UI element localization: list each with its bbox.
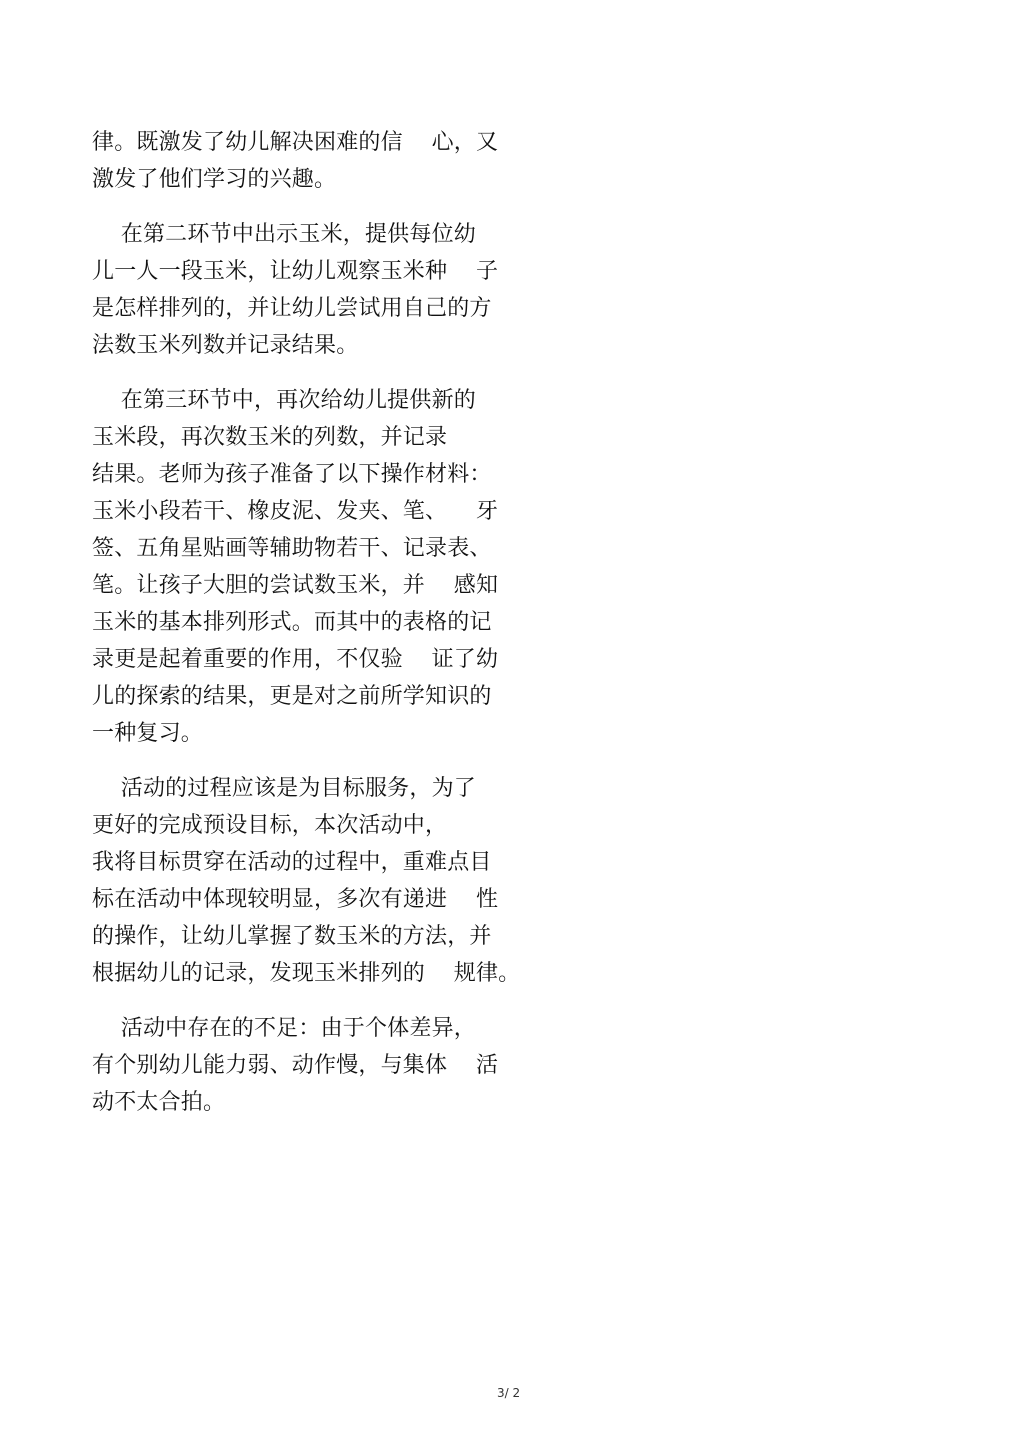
paragraph-line: 玉米段，再次数玉米的列数，并记录	[92, 425, 448, 450]
paragraph-line: 笔。让孩子大胆的尝试数玉米，并 感知	[92, 573, 499, 598]
paragraph-line: 激发了他们学习的兴趣。	[92, 167, 337, 192]
page-number: 3/ 2	[497, 1386, 521, 1400]
paragraph-1	[92, 124, 542, 198]
paragraph-line: 在第三环节中，再次给幼儿提供新的	[92, 388, 476, 413]
paragraph-spacing	[92, 992, 542, 1010]
paragraph-5	[92, 1010, 542, 1121]
paragraph-line: 一种复习。	[92, 721, 204, 746]
paragraph-line: 我将目标贯穿在活动的过程中，重难点目	[92, 850, 492, 875]
paragraph-line: 的操作，让幼儿掌握了数玉米的方法，并	[92, 924, 492, 949]
paragraph-3	[92, 382, 542, 752]
paragraph-line: 是怎样排列的，并让幼儿尝试用自己的方	[92, 296, 492, 321]
paragraph-line: 签、五角星贴画等辅助物若干、记录表、	[92, 536, 492, 561]
paragraph-line: 在第二环节中出示玉米，提供每位幼	[92, 222, 476, 247]
paragraph-line: 录更是起着重要的作用，不仅验 证了幼	[92, 647, 499, 672]
paragraph-line: 有个别幼儿能力弱、动作慢，与集体 活	[92, 1053, 499, 1078]
paragraph-line: 玉米的基本排列形式。而其中的表格的记	[92, 610, 492, 635]
paragraph-line: 活动中存在的不足：由于个体差异，	[92, 1016, 476, 1041]
body-text	[92, 124, 542, 1121]
paragraph-2	[92, 216, 542, 364]
paragraph-line: 更好的完成预设目标，本次活动中，	[92, 813, 448, 838]
paragraph-line: 活动的过程应该是为目标服务，为了	[92, 776, 476, 801]
paragraph-line: 根据幼儿的记录，发现玉米排列的 规律。	[92, 961, 521, 986]
paragraph-line: 标在活动中体现较明显，多次有递进 性	[92, 887, 499, 912]
paragraph-line: 玉米小段若干、橡皮泥、发夹、笔、 牙	[92, 499, 499, 524]
paragraph-line: 动不太合拍。	[92, 1090, 226, 1115]
paragraph-spacing	[92, 198, 542, 216]
paragraph-line: 儿的探索的结果，更是对之前所学知识的	[92, 684, 492, 709]
paragraph-line: 结果。老师为孩子准备了以下操作材料：	[92, 462, 492, 487]
paragraph-line: 律。既激发了幼儿解决困难的信 心，又	[92, 130, 499, 155]
paragraph-line: 儿一人一段玉米，让幼儿观察玉米种 子	[92, 259, 499, 284]
paragraph-line: 法数玉米列数并记录结果。	[92, 333, 359, 358]
paragraph-spacing	[92, 364, 542, 382]
paragraph-4	[92, 770, 542, 992]
paragraph-spacing	[92, 752, 542, 770]
